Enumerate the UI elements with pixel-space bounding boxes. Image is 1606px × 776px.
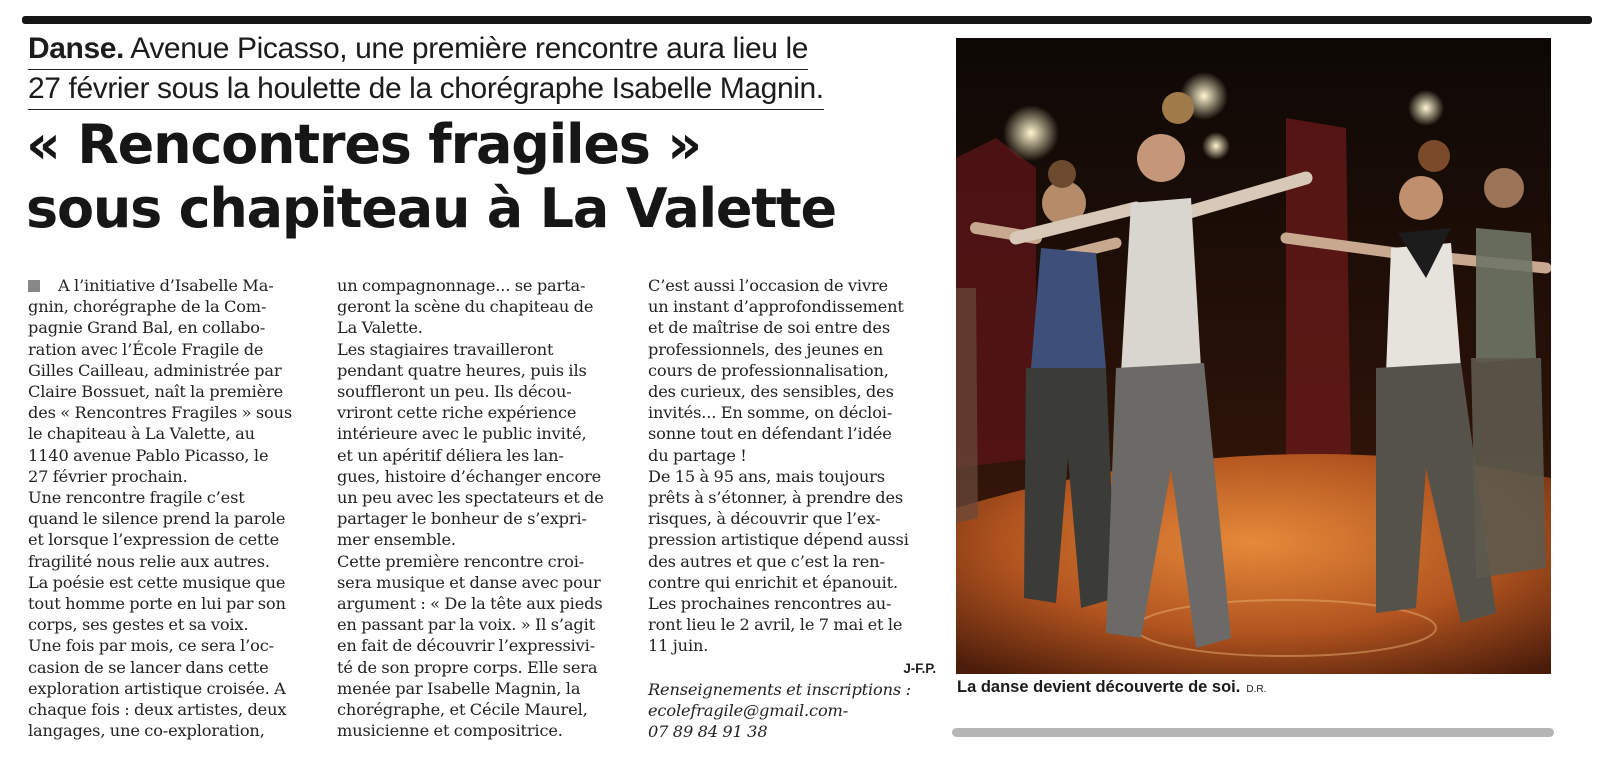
text-line: et un apéritif déliera les lan- bbox=[337, 445, 564, 465]
text-line: ration avec l’École Fragile de bbox=[28, 339, 264, 359]
text-line: sera musique et danse avec pour bbox=[337, 572, 601, 592]
column-2-text bbox=[337, 275, 627, 741]
text-line: mer ensemble. bbox=[337, 530, 456, 550]
text-line: Les prochaines rencontres au- bbox=[648, 594, 892, 614]
article-column-3 bbox=[648, 275, 938, 742]
text-line: partager le bonheur de s’expri- bbox=[337, 509, 587, 529]
text-line: en passant par la voix. » Il s’agit bbox=[337, 615, 596, 635]
text-line: pression artistique dépend aussi bbox=[648, 530, 909, 550]
kicker-text-2: 27 février sous la houlette de la chorégraphe Isabelle Magnin. bbox=[28, 72, 824, 105]
dance-photo-illustration bbox=[956, 38, 1551, 674]
text-line: chorégraphe, et Cécile Maurel, bbox=[337, 700, 588, 720]
text-line: Une fois par mois, ce sera l’oc- bbox=[28, 636, 274, 656]
headline bbox=[26, 113, 926, 241]
text-line: La Valette. bbox=[337, 318, 423, 338]
text-line: un compagnonnage... se parta- bbox=[337, 276, 586, 295]
text-line: invités... En somme, on décloi- bbox=[648, 403, 893, 423]
contact-phone: 07 89 84 91 38 bbox=[648, 722, 768, 742]
photo-credit: D.R. bbox=[1246, 684, 1267, 695]
text-line: un peu avec les spectateurs et de bbox=[337, 488, 604, 508]
text-line: gues, histoire d’échanger encore bbox=[337, 466, 602, 486]
text-line: risques, à découvrir que l’ex- bbox=[648, 509, 881, 529]
kicker-label: Danse. bbox=[28, 32, 124, 65]
text-line: du partage ! bbox=[648, 445, 747, 465]
text-line: langages, une co-exploration, bbox=[28, 721, 265, 741]
text-line: prêts à s’étonner, à prendre des bbox=[648, 488, 904, 508]
text-line: C’est aussi l’occasion de vivre bbox=[648, 276, 888, 295]
kicker-line-1 bbox=[28, 30, 808, 70]
author-signature: J-F.P. bbox=[903, 660, 936, 676]
text-line: casion de se lancer dans cette bbox=[28, 657, 269, 677]
text-line: 27 février prochain. bbox=[28, 466, 188, 486]
article-column-1 bbox=[28, 275, 318, 741]
contact-email: ecolefragile@gmail.com- bbox=[648, 700, 849, 720]
text-line: 11 juin. bbox=[648, 636, 709, 656]
text-line: exploration artistique croisée. A bbox=[28, 678, 286, 698]
article-column-2 bbox=[337, 275, 627, 741]
kicker bbox=[28, 30, 928, 110]
text-line: des autres et que c’est la ren- bbox=[648, 551, 885, 571]
text-line: et de maîtrise de soi entre des bbox=[648, 318, 890, 338]
text-line: Claire Bossuet, naît la première bbox=[28, 382, 284, 402]
text-line: souffleront un peu. Ils décou- bbox=[337, 382, 572, 402]
text-line: Gilles Cailleau, administrée par bbox=[28, 360, 282, 380]
text-line: corps, ses gestes et sa voix. bbox=[28, 615, 249, 635]
top-rule bbox=[22, 16, 1592, 24]
photo-caption bbox=[957, 678, 1266, 697]
caption-text: La danse devient découverte de soi. bbox=[957, 678, 1241, 696]
text-line: La poésie est cette musique que bbox=[28, 572, 286, 592]
text-line: menée par Isabelle Magnin, la bbox=[337, 678, 581, 698]
kicker-line-2 bbox=[28, 70, 824, 110]
bottom-rule bbox=[952, 728, 1554, 737]
text-line: des curieux, des sensibles, des bbox=[648, 382, 894, 402]
column-3-text bbox=[648, 275, 938, 657]
text-line: Cette première rencontre croi- bbox=[337, 551, 585, 571]
square-bullet-icon bbox=[28, 280, 40, 292]
text-line: chaque fois : deux artistes, deux bbox=[28, 700, 287, 720]
contact-info bbox=[648, 679, 938, 743]
text-line: té de son propre corps. Elle sera bbox=[337, 657, 598, 677]
headline-line-2: sous chapiteau à La Valette bbox=[26, 177, 836, 240]
text-line: cours de professionnalisation, bbox=[648, 360, 889, 380]
text-line: des « Rencontres Fragiles » sous bbox=[28, 403, 293, 423]
text-line: De 15 à 95 ans, mais toujours bbox=[648, 466, 885, 486]
text-line: Une rencontre fragile c’est bbox=[28, 488, 245, 508]
contact-line: Renseignements et inscriptions : bbox=[648, 679, 911, 699]
column-1-text bbox=[28, 275, 318, 741]
text-line: professionnels, des jeunes en bbox=[648, 339, 884, 359]
text-line: vriront cette riche expérience bbox=[337, 403, 577, 423]
text-line: gnin, chorégraphe de la Com- bbox=[28, 297, 267, 317]
text-line: sonne tout en défendant l’idée bbox=[648, 424, 892, 444]
text-line: contre qui enrichit et épanouit. bbox=[648, 572, 899, 592]
headline-line-1: « Rencontres fragiles » bbox=[26, 113, 701, 176]
text-line: un instant d’approfondissement bbox=[648, 297, 904, 317]
text-line: fragilité nous relie aux autres. bbox=[28, 551, 270, 571]
text-line: geront la scène du chapiteau de bbox=[337, 297, 594, 317]
text-line: le chapiteau à La Valette, au bbox=[28, 424, 255, 444]
text-line: pendant quatre heures, puis ils bbox=[337, 360, 587, 380]
text-line: Les stagiaires travailleront bbox=[337, 339, 554, 359]
text-line: argument : « De la tête aux pieds bbox=[337, 594, 603, 614]
text-line: pagnie Grand Bal, en collabo- bbox=[28, 318, 266, 338]
text-line: ront lieu le 2 avril, le 7 mai et le bbox=[648, 615, 903, 635]
dance-photo bbox=[956, 38, 1551, 674]
text-line: musicienne et compositrice. bbox=[337, 721, 563, 741]
kicker-text-1: Avenue Picasso, une première rencontre aura lieu le bbox=[130, 32, 809, 65]
text-line: 1140 avenue Pablo Picasso, le bbox=[28, 445, 269, 465]
text-line: A l’initiative d’Isabelle Ma- bbox=[28, 275, 318, 296]
text-line: et lorsque l’expression de cette bbox=[28, 530, 280, 550]
text-line: tout homme porte en lui par son bbox=[28, 594, 286, 614]
text-line: quand le silence prend la parole bbox=[28, 509, 286, 529]
text-line: en fait de découvrir l’expressivi- bbox=[337, 636, 596, 656]
text-line: intérieure avec le public invité, bbox=[337, 424, 587, 444]
